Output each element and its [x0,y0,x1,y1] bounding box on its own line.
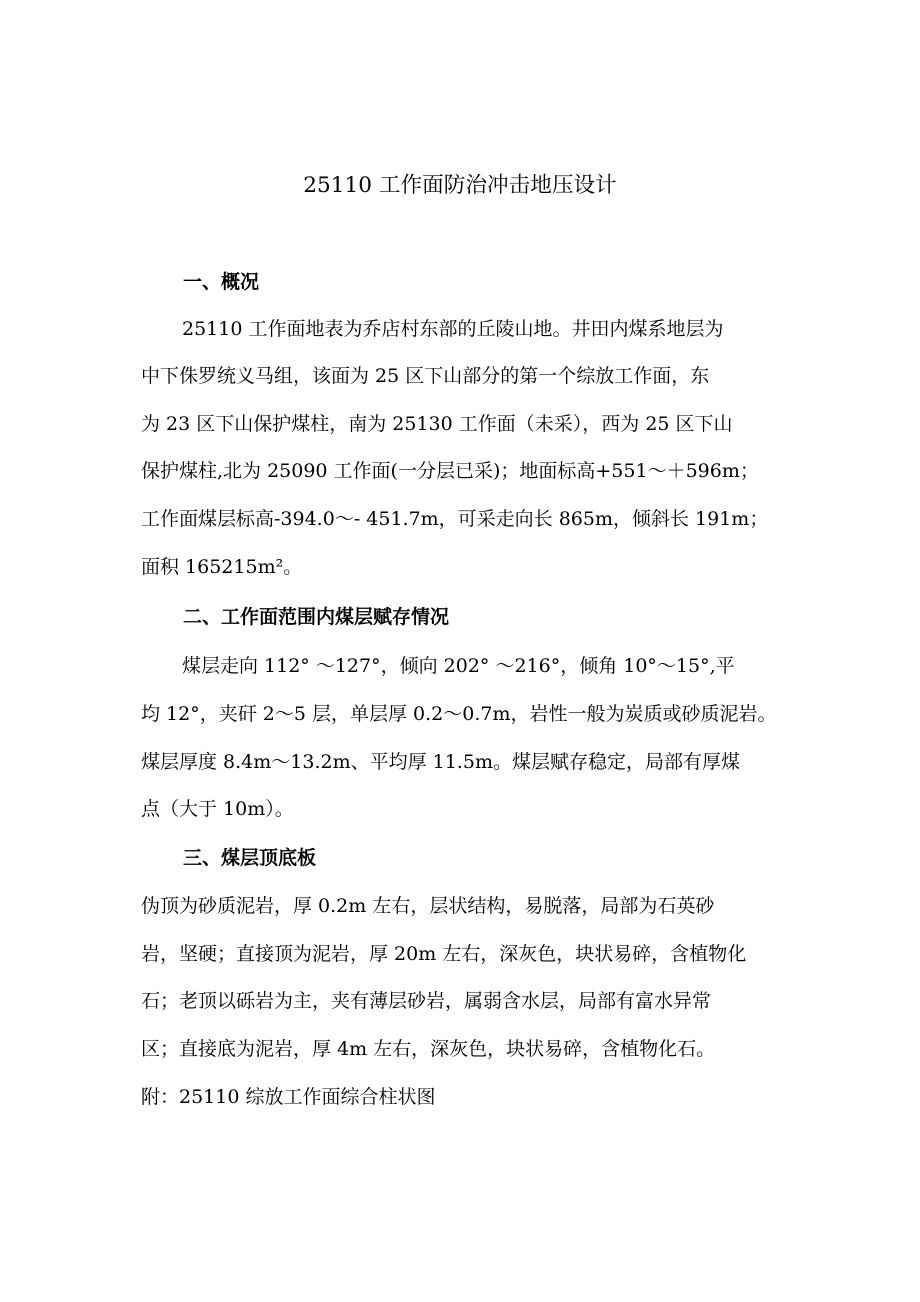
section-heading-roof-floor: 三、煤层顶底板 [183,847,317,869]
paragraph-line: 25110 工作面地表为乔店村东部的丘陵山地。井田内煤系地层为 [182,318,724,340]
paragraph-line: 保护煤柱,北为 25090 工作面(一分层已采)；地面标高+551～＋596m； [141,460,759,482]
paragraph-line: 区；直接底为泥岩，厚 4m 左右，深灰色，块状易碎，含植物化石。 [141,1038,716,1060]
paragraph-line: 点（大于 10m）。 [141,798,294,820]
paragraph-line: 面积 165215m²。 [141,556,303,578]
paragraph-line: 伪顶为砂质泥岩，厚 0.2m 左右，层状结构，易脱落，局部为石英砂 [141,895,715,917]
paragraph-line: 均 12°，夹矸 2～5 层，单层厚 0.2～0.7m，岩性一般为炭质或砂质泥岩。 [141,703,777,725]
paragraph-line: 中下侏罗统义马组，该面为 25 区下山部分的第一个综放工作面，东 [141,365,710,387]
appendix-note: 附：25110 综放工作面综合柱状图 [141,1086,436,1108]
section-heading-coal-seam: 二、工作面范围内煤层赋存情况 [183,606,450,628]
document-title: 25110 工作面防治冲击地压设计 [303,173,617,198]
paragraph-line: 煤层走向 112° ～127°，倾向 202° ～216°，倾角 10°～15°,平 [182,655,735,677]
paragraph-line: 石；老顶以砾岩为主，夹有薄层砂岩，属弱含水层，局部有富水异常 [141,990,712,1012]
paragraph-line: 为 23 区下山保护煤柱，南为 25130 工作面（未采），西为 25 区下山 [141,413,733,435]
section-heading-overview: 一、概况 [183,271,260,293]
paragraph-line: 煤层厚度 8.4m～13.2m、平均厚 11.5m。煤层赋存稳定，局部有厚煤 [141,751,740,773]
paragraph-line: 岩，坚硬；直接顶为泥岩，厚 20m 左右，深灰色，块状易碎，含植物化 [141,943,747,965]
paragraph-line: 工作面煤层标高-394.0～- 451.7m，可采走向长 865m，倾斜长 191m； [141,508,769,530]
